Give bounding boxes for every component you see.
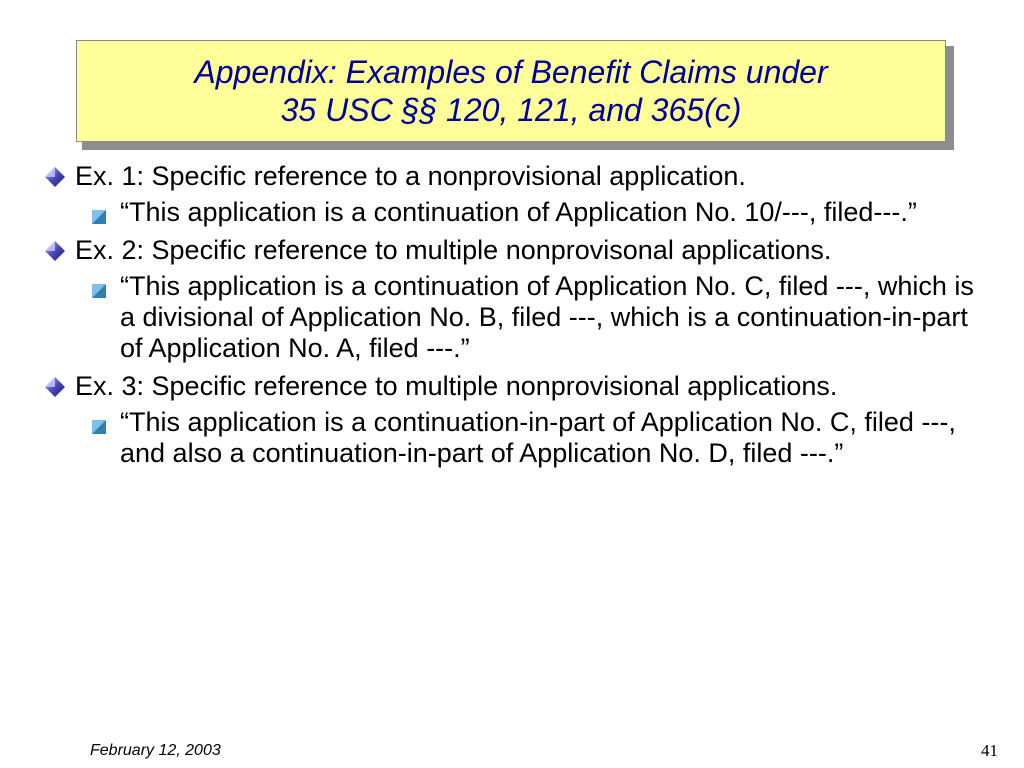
sub-bullet-item-ex2 (90, 271, 994, 364)
square-bullet-icon (92, 420, 106, 434)
diamond-bullet-icon (44, 240, 66, 262)
sub-bullet-text: “This application is a continuation of Application No. 10/---, filed---.” (120, 197, 917, 227)
sub-bullet-item-ex3 (90, 407, 994, 469)
page-number: 41 (981, 741, 998, 760)
sub-bullet-text: “This application is a continuation of Application No. C, filed ---, which is a divisional of Application No. B, filed ---, which is a continuation-in-part of Application No. A, filed ---.” (120, 271, 974, 363)
square-bullet-icon (92, 210, 106, 224)
title-line-2: 35 USC §§ 120, 121, and 365(c) (280, 92, 742, 128)
bullet-item-ex3 (44, 370, 994, 403)
diamond-bullet-icon (44, 166, 66, 188)
sub-bullet-text: “This application is a continuation-in-part of Application No. C, filed ---, and also a continuation-in-part of Application No. D, filed ---.” (120, 407, 956, 468)
title-line-1: Appendix: Examples of Benefit Claims under (194, 54, 828, 90)
bullet-list (44, 160, 994, 469)
footer-date: February 12, 2003 (90, 742, 221, 759)
bullet-text: Ex. 3: Specific reference to multiple nonprovisional applications. (75, 371, 838, 401)
bullet-text: Ex. 1: Specific reference to a nonprovisional application. (75, 161, 746, 191)
square-bullet-icon (92, 284, 106, 298)
sub-bullet-item-ex1 (90, 197, 994, 228)
slide-title (194, 53, 827, 129)
diamond-bullet-icon (44, 376, 66, 398)
bullet-item-ex1 (44, 160, 994, 193)
title-box (76, 40, 946, 142)
bullet-item-ex2 (44, 234, 994, 267)
bullet-text: Ex. 2: Specific reference to multiple nonprovisonal applications. (75, 235, 832, 265)
